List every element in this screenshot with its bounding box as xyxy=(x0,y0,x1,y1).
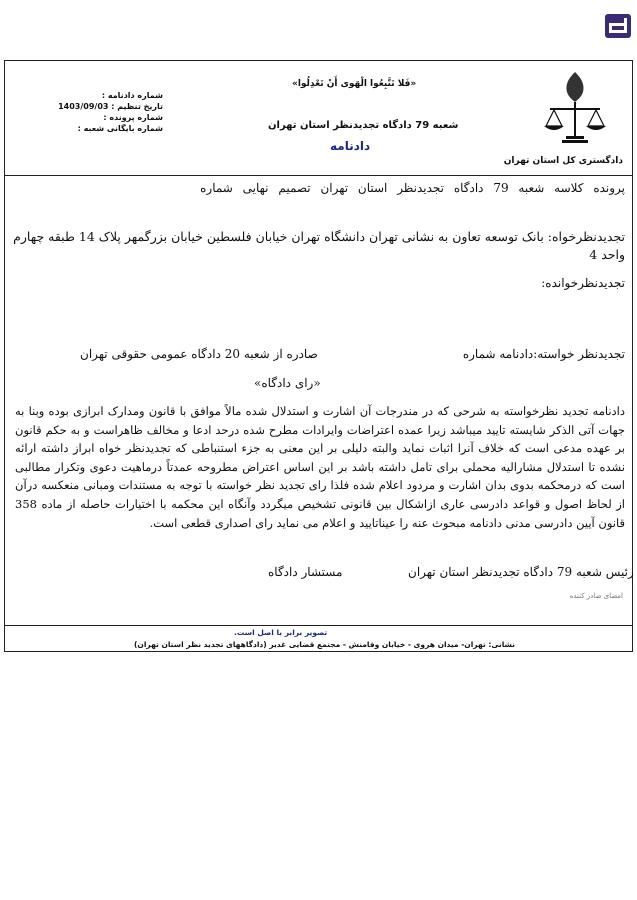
certified-copy-note: تصویر برابر با اصل است. xyxy=(234,628,328,637)
signer-note: امضای صادر کننده xyxy=(569,592,623,600)
appellant-line: تجدیدنظرخوانده: xyxy=(541,276,625,290)
header-divider xyxy=(4,175,633,176)
issue-date: تاریخ تنظیم : 1403/09/03 xyxy=(58,102,163,111)
case-class-line: پرونده کلاسه شعبه 79 دادگاه تجدیدنظر استان تهران تصمیم نهایی شماره xyxy=(200,181,625,195)
document-title: دادنامه xyxy=(330,139,371,153)
archive-number-label: شماره بایگانی شعبه : xyxy=(77,124,163,133)
ruling-title: «رای دادگاه» xyxy=(254,376,321,390)
signature-advisor: مستشار دادگاه xyxy=(268,565,343,579)
emblem-icon xyxy=(540,68,610,148)
footer-address: نشانی: تهران- میدان هروی - خیابان وفامنش - مجتمع قضایی غدیر (دادگاههای تجدید نظر استان تهران) xyxy=(134,640,515,649)
request-subject: تجدیدنظر خواسته:دادنامه شماره xyxy=(462,347,625,361)
ruling-text: دادنامه تجدید نظرخواسته به شرحی که در مندرجات آن اشارت و استدلال شده مالاً موافق با قانون ومدارک ابرازی بوده وبنا به جهات آتی الذکر شایسته تایید میباشد زیرا عمده اعتراضات وایرادات مطرح شده درحد ادعا و مخالف ظاهراست و به حکم قانون بر عهده مدعی است که خلاف آنرا اثبات نماید والبته دلیلی بر این معنی به جزء استنباطی که تجدیدنظر خواه ابراز داشته ارائه نشده تا استدلال مشارالیه محملی برای تامل داشته باشد بر این اساس اعتراض مطروحه عمدتاً درماهیت دعوی وتکرار مطالبی است که درمحکمه بدوی بدان اشارت و مردود اعلام شده فلذا رای تجدید نظر خواسته با توجه به مستندات ومبانی منعکسه درآن از لحاظ اصول و قواعد دادرسی عاری ازاشکال بین قانونی تشخیص میگردد وآنگاه این محکمه با اختیارات حاصله از ماده 358 قانون آیین دادرسی مدنی دادنامه مبحوث عنه را عیناتایید و اعلام می نماید رای اصداری قطعی است. xyxy=(15,404,625,530)
footer-divider xyxy=(4,625,633,626)
verdict-number-label: شماره دادنامه : xyxy=(101,91,163,100)
request-source: صادره از شعبه 20 دادگاه عمومی حقوقی تهران xyxy=(80,347,318,361)
case-number-label: شماره پرونده : xyxy=(103,113,163,122)
header-verse: «فَلا تَتَّبِعُوا الْهَوى أَنْ تَعْدِلُوا» xyxy=(292,79,417,89)
court-name: دادگستری کل استان تهران xyxy=(503,156,623,166)
signature-head: رئیس شعبه 79 دادگاه تجدیدنظر استان تهران xyxy=(408,565,634,579)
brand-logo-icon xyxy=(605,14,631,38)
branch-title: شعبه 79 دادگاه تجدیدنظر استان تهران xyxy=(268,120,459,131)
appellee-line: تجدیدنظرخواه: بانک توسعه تعاون به نشانی تهران دانشگاه تهران خیابان فلسطین خیابان بزرگمهر پلاک 14 طبقه چهارم واحد 4 xyxy=(13,229,625,262)
